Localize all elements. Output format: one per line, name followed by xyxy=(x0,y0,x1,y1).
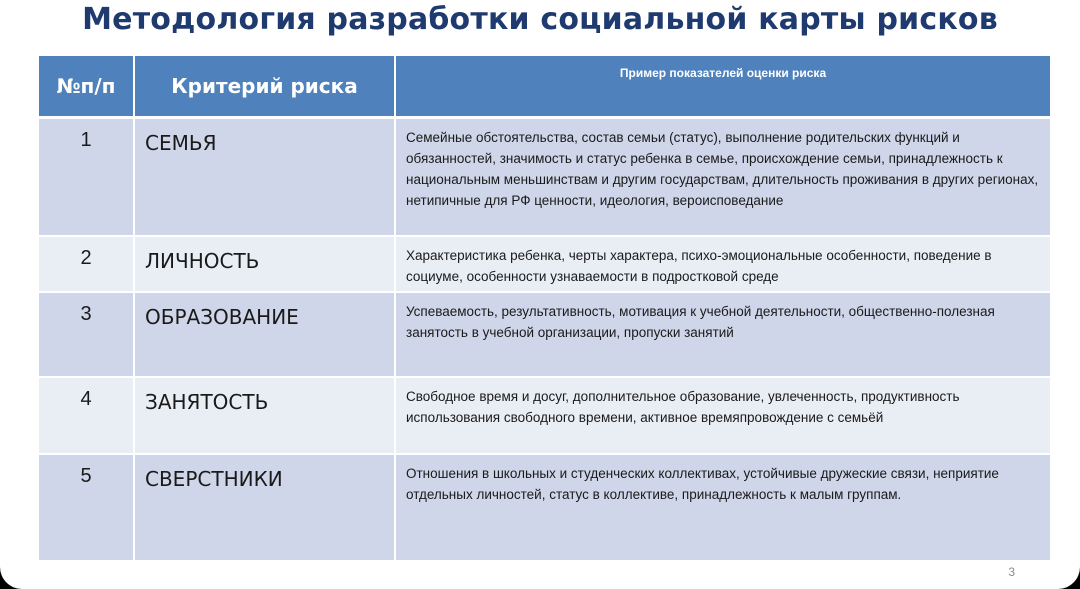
row-criterion: ЗАНЯТОСТЬ xyxy=(134,377,395,454)
row-example: Характеристика ребенка, черты характера, психо-эмоциональные особенности, поведение в социуме, особенности узнаваемости в подростковой среде xyxy=(395,236,1050,292)
row-number: 4 xyxy=(39,377,134,454)
table-header-row xyxy=(39,56,1050,118)
row-criterion: ОБРАЗОВАНИЕ xyxy=(134,292,395,377)
row-number: 1 xyxy=(39,118,134,236)
row-number: 2 xyxy=(39,236,134,292)
table-row xyxy=(39,236,1050,292)
row-example: Семейные обстоятельства, состав семьи (статус), выполнение родительских функций и обязанностей, значимость и статус ребенка в семье, происхождение семьи, принадлежность к национальным меньшинствам и другим государствам, длительность проживания в других регионах, нетипичные для РФ ценности, идеология, вероисповедание xyxy=(395,118,1050,236)
row-number: 3 xyxy=(39,292,134,377)
slide-title: Методология разработки социальной карты рисков xyxy=(82,2,998,37)
page-number: 3 xyxy=(1008,565,1015,579)
table-row xyxy=(39,118,1050,236)
risk-criteria-table xyxy=(39,56,1050,562)
row-example: Свободное время и досуг, дополнительное образование, увлеченность, продуктивность использования свободного времени, активное времяпровождение с семьёй xyxy=(395,377,1050,454)
header-number: №п/п xyxy=(39,56,134,118)
row-criterion: СЕМЬЯ xyxy=(134,118,395,236)
table-row xyxy=(39,377,1050,454)
row-example: Успеваемость, результативность, мотивация к учебной деятельности, общественно-полезная занятость в учебной организации, пропуски занятий xyxy=(395,292,1050,377)
row-criterion: ЛИЧНОСТЬ xyxy=(134,236,395,292)
header-example: Пример показателей оценки риска xyxy=(395,56,1050,118)
table-row xyxy=(39,454,1050,561)
row-criterion: СВЕРСТНИКИ xyxy=(134,454,395,561)
row-example: Отношения в школьных и студенческих коллективах, устойчивые дружеские связи, неприятие отдельных личностей, статус в коллективе, принадлежность к малым группам. xyxy=(395,454,1050,561)
table-row xyxy=(39,292,1050,377)
header-criterion: Критерий риска xyxy=(134,56,395,118)
row-number: 5 xyxy=(39,454,134,561)
